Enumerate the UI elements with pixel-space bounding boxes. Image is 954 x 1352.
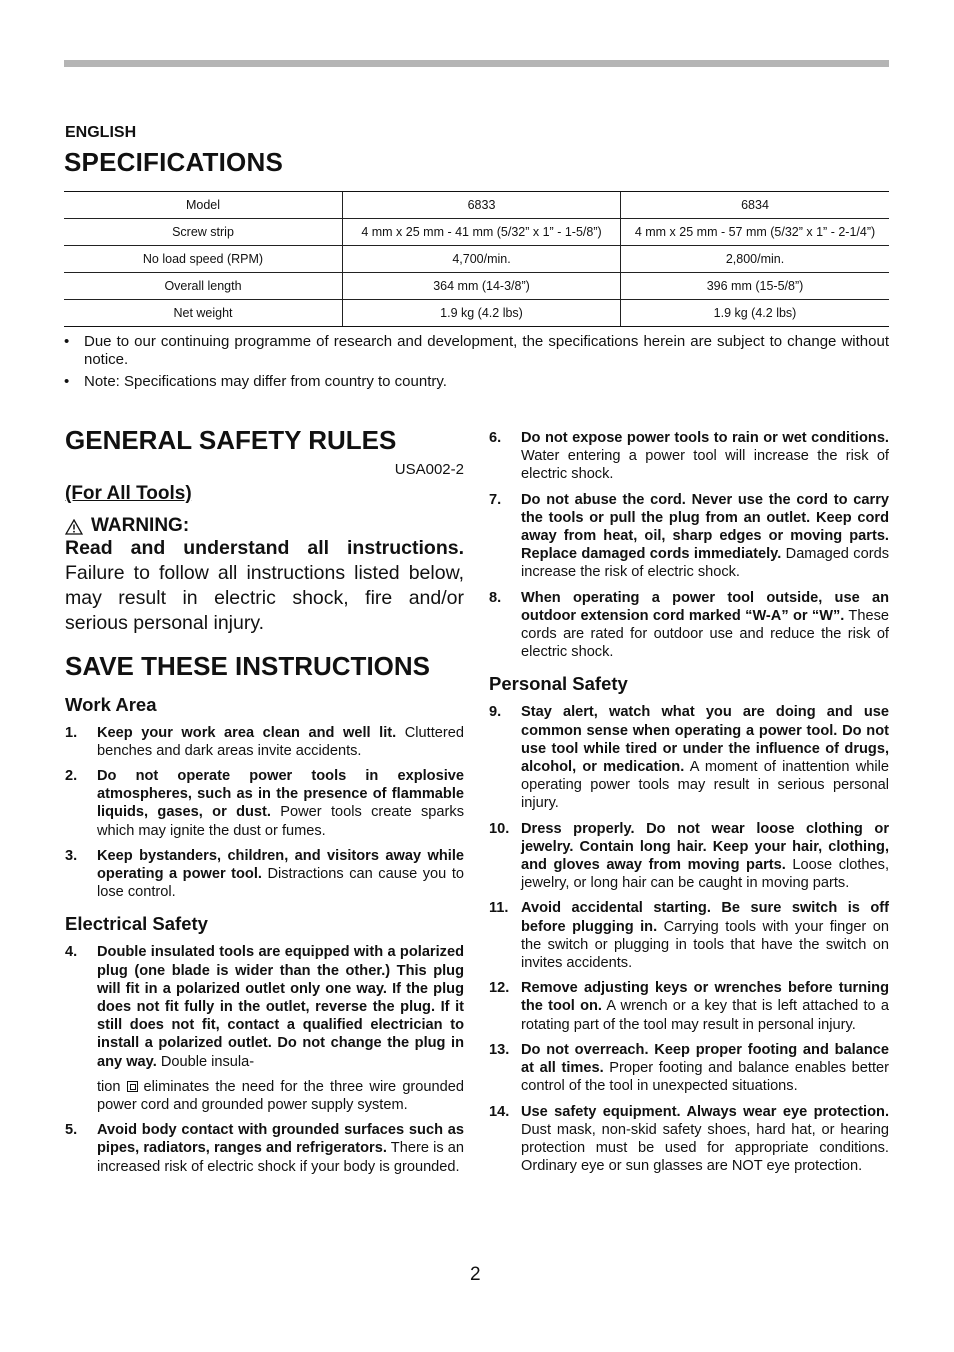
item-number: 13. [489, 1041, 510, 1058]
table-cell: 4 mm x 25 mm - 57 mm (5/32” x 1” - 2-1/4”) [621, 219, 890, 246]
item-text: Loose clothes, jewelry, or long hair can be caught in moving parts. [521, 857, 889, 892]
note-text: Note: Specifications may differ from country to country. [84, 373, 447, 390]
table-cell: Overall length [64, 273, 343, 300]
item-number: 1. [65, 724, 78, 741]
list-item [489, 703, 889, 812]
item-text: Dust mask, non-skid safety shoes, hard hat, or hearing protection must be used for appropriate conditions. Ordinary eye or sun glasses are NOT eye protection. [521, 1121, 889, 1175]
item-bold: Do not expose power tools to rain or wet conditions. [521, 430, 889, 446]
item-number: 3. [65, 847, 78, 864]
bullet-icon: • [64, 373, 70, 390]
item-number: 7. [489, 491, 502, 508]
warning-bold: Read and understand all instructions. [65, 536, 464, 559]
item-bold: Keep bystanders, children, and visitors away while operating a power tool. [97, 847, 464, 883]
language-label: ENGLISH [65, 124, 137, 141]
list-item [65, 724, 464, 760]
subsection-title: Work Area [65, 693, 157, 715]
item-bold: Double insulated tools are equipped with a polarized plug (one blade is wider than the other.) This plug will fit in a polarized outlet only one way. If the plug does not fit fully in the outlet, reverse the plug. If it still does not fit, contact a qualified electrician to install a polarized outlet. Do not change the plug in any way. [97, 944, 464, 1070]
item-text: Cluttered benches and dark areas invite accidents. [97, 724, 464, 759]
item-bold: Use safety equipment. Always wear eye protection. [521, 1103, 889, 1120]
item-text: eliminates the need for the three wire grounded power cord and grounded power supply system. [97, 1078, 464, 1114]
table-row [64, 273, 889, 300]
item-number: 6. [489, 430, 502, 446]
note-text: Due to our continuing programme of research and development, the specifications herein are subject to change without notice. [84, 333, 889, 368]
item-bold: Remove adjusting keys or wrenches before turning the tool on. [521, 980, 889, 1015]
warning-text [65, 536, 464, 636]
table-cell: 4,700/min. [343, 246, 621, 273]
bullet-icon: • [64, 333, 70, 350]
item-bold: Do not overreach. Keep proper footing and balance at all times. [521, 1041, 889, 1077]
list-item [489, 899, 889, 972]
item-number: 9. [489, 704, 502, 721]
item-number: 4. [65, 944, 78, 961]
document-code: USA002-2 [394, 461, 464, 478]
list-item [489, 491, 889, 582]
list-item [65, 767, 464, 840]
subtitle: (For All Tools) [65, 483, 192, 505]
item-text: Damaged cords increase the risk of electric shock. [521, 546, 889, 581]
right-column [489, 429, 889, 1182]
table-cell: 396 mm (15-5/8”) [621, 273, 890, 300]
table-cell: 1.9 kg (4.2 lbs) [621, 300, 890, 327]
table-cell: 6833 [343, 192, 621, 219]
item-number: 10. [489, 820, 510, 837]
table-cell: 2,800/min. [621, 246, 890, 273]
item-text: Distractions can cause you to lose control. [97, 866, 464, 901]
item-bold: Avoid body contact with grounded surfaces such as pipes, radiators, ranges and refrigerators. [97, 1122, 464, 1157]
item-bold: Do not operate power tools in explosive atmospheres, such as in the presence of flammable liquids, gases, or dust. [97, 768, 464, 821]
warning-heading [65, 517, 464, 535]
item-text: Water entering a power tool will increase the risk of electric shock. [521, 448, 889, 483]
item-text: A moment of inattention while operating power tools may result in serious personal injury. [521, 759, 890, 812]
table-row [64, 300, 889, 327]
item-text: There is an increased risk of electric shock if your body is grounded. [97, 1140, 464, 1175]
item-bold: Stay alert, watch what you are doing and use common sense when operating a power tool. Do not use tool while tired or under the influence of drugs, alcohol, or medication. [521, 704, 889, 776]
page-number: 2 [470, 1264, 481, 1285]
page-title: SPECIFICATIONS [64, 147, 284, 177]
list-item [489, 979, 889, 1034]
table-row [64, 246, 889, 273]
warning-label: WARNING: [91, 515, 190, 537]
table-cell: 364 mm (14-3/8”) [343, 273, 621, 300]
specifications-table [64, 191, 889, 327]
spec-notes [64, 333, 889, 395]
item-bold: Avoid accidental starting. Be sure switch is off before plugging in. [521, 900, 889, 935]
item-bold: When operating a power tool outside, use an outdoor extension cord marked “W-A” or “W”. [521, 589, 889, 624]
list-item [64, 373, 889, 391]
item-number: 5. [65, 1122, 78, 1139]
list-item [489, 589, 889, 662]
left-column [65, 424, 464, 1183]
table-cell: Model [64, 192, 343, 219]
item-text: These cords are rated for outdoor use and reduce the risk of electric shock. [521, 607, 889, 661]
double-insulation-icon [127, 1081, 138, 1092]
table-row [64, 219, 889, 246]
item-text: Carrying tools with your finger on the switch or plugging in tools that have the switch on invites accidents. [521, 918, 889, 972]
section-title: SAVE THESE INSTRUCTIONS [65, 650, 431, 681]
subsection-title: Personal Safety [489, 673, 628, 695]
list-item [65, 943, 464, 1070]
item-bold: Keep your work area clean and well lit. [97, 724, 397, 741]
item-bold: Dress properly. Do not wear loose clothing or jewelry. Contain long hair. Keep your hair, clothing, and gloves away from moving parts. [521, 820, 889, 874]
table-cell: 6834 [621, 192, 890, 219]
list-item [64, 333, 889, 369]
list-item [489, 820, 889, 893]
list-item [65, 847, 464, 902]
table-cell: No load speed (RPM) [64, 246, 343, 273]
top-rule [64, 60, 889, 67]
list-item [489, 1103, 889, 1176]
item-number: 12. [489, 980, 510, 997]
item-number: 11. [489, 900, 509, 917]
table-row [64, 192, 889, 219]
item-bold: Do not abuse the cord. Never use the cord to carry the tools or pull the plug from an outlet. Keep cord away from heat, oil, sharp edges or moving parts. Replace damaged cords immediately. [521, 491, 889, 563]
list-item [489, 1041, 889, 1096]
section-title: GENERAL SAFETY RULES [65, 425, 397, 455]
subsection-title: Electrical Safety [65, 913, 208, 935]
item-continuation [65, 1078, 464, 1114]
table-cell: 1.9 kg (4.2 lbs) [343, 300, 621, 327]
item-number: 2. [65, 768, 78, 785]
list-item [489, 429, 889, 484]
item-text: Proper footing and balance enables better control of the tool in unexpected situations. [521, 1060, 889, 1095]
item-number: 8. [489, 589, 502, 606]
table-cell: Screw strip [64, 219, 343, 246]
table-cell: 4 mm x 25 mm - 41 mm (5/32” x 1” - 1-5/8”) [343, 219, 621, 246]
item-text: A wrench or a key that is left attached to a rotating part of the tool may result in personal injury. [521, 998, 889, 1033]
warning-body: Failure to follow all instructions listed below, may result in electric shock, fire and/or serious personal injury. [65, 561, 464, 634]
item-text: Power tools create sparks which may ignite the dust or fumes. [97, 804, 464, 839]
item-text: Double insula- [156, 1053, 255, 1070]
item-number: 14. [489, 1103, 510, 1120]
item-text: tion [97, 1078, 121, 1095]
warning-triangle-icon [65, 519, 83, 535]
table-cell: Net weight [64, 300, 343, 327]
list-item [65, 1121, 464, 1176]
